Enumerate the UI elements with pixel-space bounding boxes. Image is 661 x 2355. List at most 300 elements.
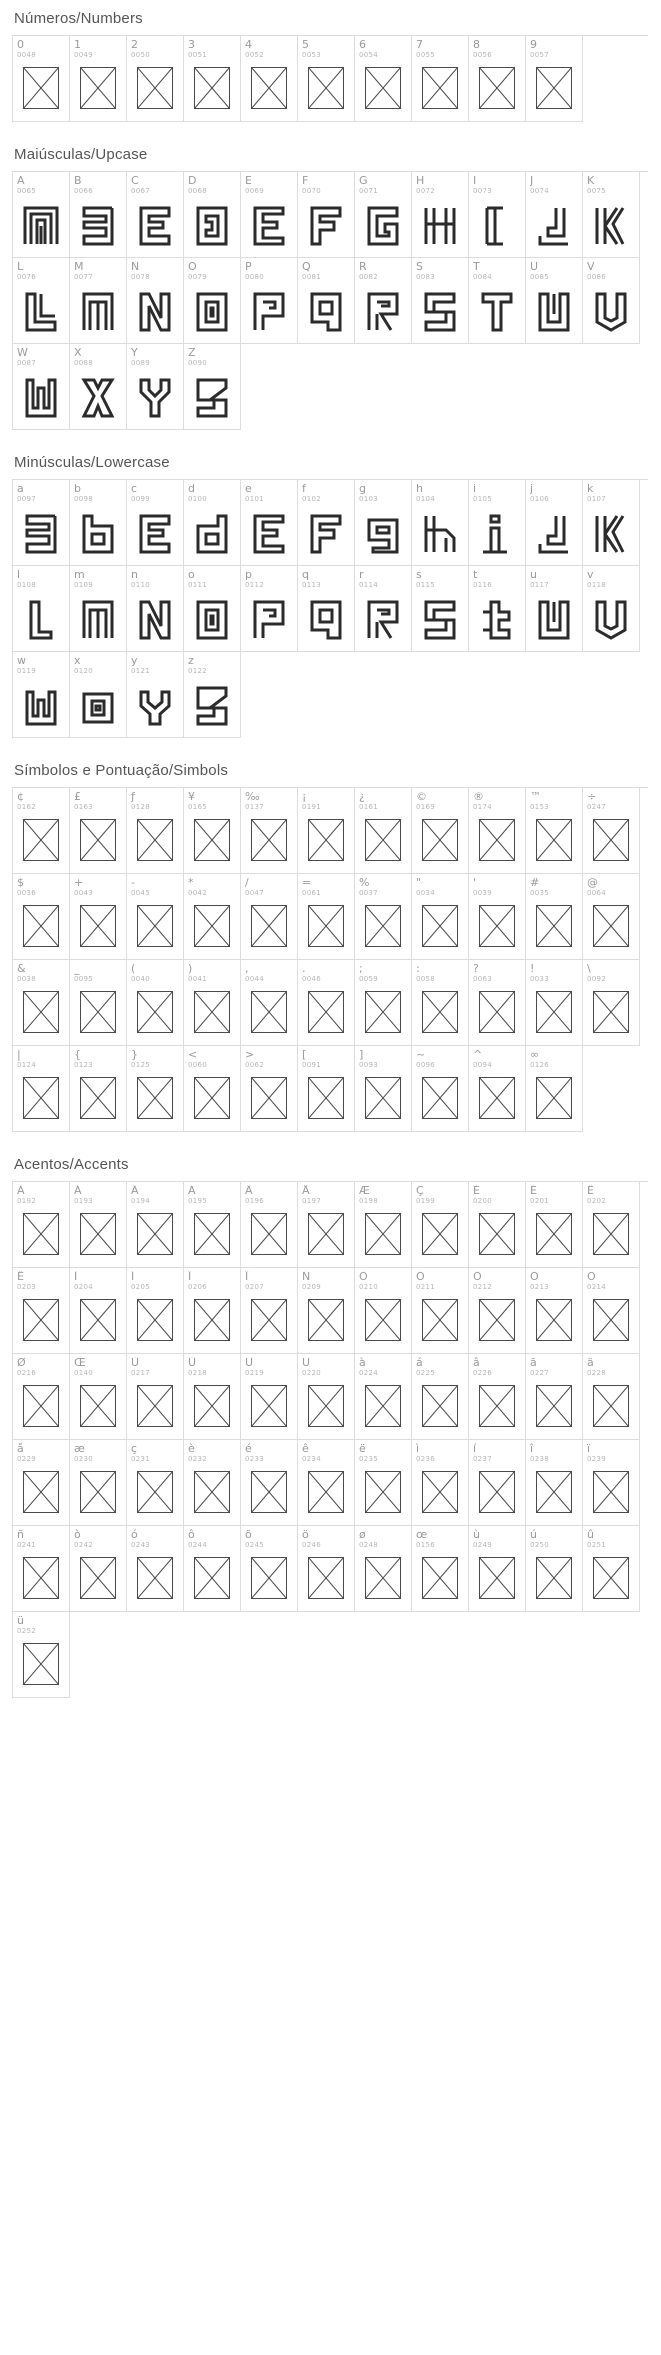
glyph-cell[interactable] bbox=[469, 258, 526, 344]
glyph-cell[interactable] bbox=[583, 788, 640, 874]
glyph-character-label: õ bbox=[245, 1529, 252, 1541]
glyph-code-label: 0193 bbox=[74, 1197, 94, 1205]
notdef-glyph-icon bbox=[137, 905, 173, 947]
glyph-preview bbox=[127, 983, 183, 1045]
glyph-cell[interactable] bbox=[70, 1440, 127, 1526]
glyph-cell[interactable] bbox=[241, 36, 298, 122]
glyph-cell[interactable] bbox=[127, 1526, 184, 1612]
glyph-cell[interactable] bbox=[70, 36, 127, 122]
glyph-cell-header bbox=[526, 480, 582, 503]
glyph-cell[interactable] bbox=[70, 874, 127, 960]
glyph-cell[interactable] bbox=[70, 1182, 127, 1268]
glyph-cell[interactable] bbox=[355, 1440, 412, 1526]
glyph-cell[interactable] bbox=[184, 788, 241, 874]
glyph-cell[interactable] bbox=[412, 172, 469, 258]
glyph-cell[interactable] bbox=[355, 566, 412, 652]
glyph-preview bbox=[355, 1069, 411, 1131]
glyph-code-label: 0128 bbox=[131, 803, 151, 811]
glyph-cell[interactable] bbox=[355, 258, 412, 344]
glyph-preview bbox=[355, 1377, 411, 1439]
glyph-cell[interactable] bbox=[412, 1354, 469, 1440]
glyph-character-label: N bbox=[131, 261, 140, 273]
glyph-cell[interactable] bbox=[355, 1268, 412, 1354]
glyph-character-label: 8 bbox=[473, 39, 480, 51]
glyph-cell[interactable] bbox=[469, 480, 526, 566]
glyph-preview bbox=[526, 1205, 582, 1267]
glyph-code-label: 0082 bbox=[359, 273, 379, 281]
glyph-cell[interactable] bbox=[184, 566, 241, 652]
glyph-cell[interactable] bbox=[127, 566, 184, 652]
glyph-cell-header bbox=[184, 566, 240, 589]
glyph-preview bbox=[412, 1463, 468, 1525]
glyph-preview bbox=[412, 1069, 468, 1131]
glyph-cell[interactable] bbox=[127, 874, 184, 960]
glyph-preview bbox=[127, 1463, 183, 1525]
glyph-cell[interactable] bbox=[583, 1268, 640, 1354]
glyph-cell-header bbox=[298, 788, 354, 811]
glyph-cell[interactable] bbox=[127, 1182, 184, 1268]
glyph-cell[interactable] bbox=[298, 960, 355, 1046]
notdef-glyph-icon bbox=[365, 819, 401, 861]
glyph-cell[interactable] bbox=[298, 1268, 355, 1354]
glyph-preview bbox=[241, 1463, 297, 1525]
glyph-cell[interactable] bbox=[583, 480, 640, 566]
glyph-cell[interactable] bbox=[70, 1046, 127, 1132]
glyph-code-label: 0236 bbox=[416, 1455, 436, 1463]
glyph-cell[interactable] bbox=[127, 258, 184, 344]
glyph-cell[interactable] bbox=[583, 960, 640, 1046]
glyph-character-label: û bbox=[587, 1529, 594, 1541]
notdef-glyph-icon bbox=[137, 1385, 173, 1427]
glyph-preview bbox=[298, 1463, 354, 1525]
glyph-cell[interactable] bbox=[241, 1046, 298, 1132]
glyph-cell-header bbox=[70, 788, 126, 811]
glyph-code-label: 0225 bbox=[416, 1369, 436, 1377]
glyph-cell[interactable] bbox=[526, 788, 583, 874]
glyph-cell[interactable] bbox=[184, 172, 241, 258]
glyph-cell-header bbox=[127, 344, 183, 367]
glyph-cell[interactable] bbox=[241, 258, 298, 344]
glyph-preview bbox=[70, 675, 126, 737]
glyph-cell[interactable] bbox=[526, 1354, 583, 1440]
glyph-cell[interactable] bbox=[298, 1354, 355, 1440]
glyph-character-label: Ô bbox=[473, 1271, 482, 1283]
glyph-cell-header bbox=[127, 1182, 183, 1205]
glyph-cell[interactable] bbox=[412, 788, 469, 874]
glyph-cell-header bbox=[298, 1526, 354, 1549]
glyph-cell[interactable] bbox=[412, 258, 469, 344]
notdef-glyph-icon bbox=[308, 1471, 344, 1513]
glyph-code-label: 0037 bbox=[359, 889, 379, 897]
glyph-cell[interactable] bbox=[241, 480, 298, 566]
glyph-code-label: 0209 bbox=[302, 1283, 322, 1291]
glyph-cell[interactable] bbox=[412, 1440, 469, 1526]
glyph-cell-header bbox=[184, 960, 240, 983]
glyph-cell[interactable] bbox=[13, 874, 70, 960]
glyph-cell[interactable] bbox=[127, 1268, 184, 1354]
glyph-preview bbox=[526, 1463, 582, 1525]
glyph-preview bbox=[13, 1549, 69, 1611]
glyph-cell[interactable] bbox=[355, 960, 412, 1046]
glyph-cell[interactable] bbox=[184, 1440, 241, 1526]
glyph-cell[interactable] bbox=[526, 1182, 583, 1268]
glyph-cell[interactable] bbox=[13, 1612, 70, 1698]
glyph-cell-header bbox=[583, 172, 639, 195]
glyph-cell[interactable] bbox=[70, 258, 127, 344]
glyph-cell[interactable] bbox=[583, 172, 640, 258]
glyph-cell[interactable] bbox=[184, 36, 241, 122]
glyph-code-label: 0033 bbox=[530, 975, 550, 983]
glyph-cell[interactable] bbox=[412, 36, 469, 122]
glyph-cell[interactable] bbox=[13, 566, 70, 652]
glyph-cell-header bbox=[412, 1440, 468, 1463]
glyph-preview bbox=[526, 503, 582, 565]
glyph-cell[interactable] bbox=[13, 1526, 70, 1612]
notdef-glyph-icon bbox=[365, 1299, 401, 1341]
glyph-character-label: j bbox=[530, 483, 534, 495]
glyph-preview bbox=[13, 675, 69, 737]
glyph-cell[interactable] bbox=[70, 652, 127, 738]
notdef-glyph-icon bbox=[80, 991, 116, 1033]
glyph-cell[interactable] bbox=[298, 788, 355, 874]
glyph-cell[interactable] bbox=[184, 874, 241, 960]
glyph-preview bbox=[127, 195, 183, 257]
glyph-cell[interactable] bbox=[241, 566, 298, 652]
glyph-cell[interactable] bbox=[13, 258, 70, 344]
notdef-glyph-icon bbox=[251, 1213, 287, 1255]
glyph-preview bbox=[70, 281, 126, 343]
glyph-code-label: 0097 bbox=[17, 495, 37, 503]
glyph-cell[interactable] bbox=[469, 1046, 526, 1132]
glyph-preview bbox=[526, 983, 582, 1045]
glyph-cell[interactable] bbox=[526, 1526, 583, 1612]
glyph-cell[interactable] bbox=[469, 1268, 526, 1354]
notdef-glyph-icon bbox=[479, 1077, 515, 1119]
glyph-cell-header bbox=[412, 1354, 468, 1377]
glyph-cell[interactable] bbox=[469, 874, 526, 960]
glyph-cell[interactable] bbox=[298, 480, 355, 566]
glyph-cell[interactable] bbox=[184, 1046, 241, 1132]
glyph-character-label: s bbox=[416, 569, 422, 581]
glyph-cell[interactable] bbox=[241, 874, 298, 960]
glyph-cell[interactable] bbox=[412, 1268, 469, 1354]
glyph-cell[interactable] bbox=[526, 1440, 583, 1526]
glyph-cell[interactable] bbox=[355, 1526, 412, 1612]
glyph-cell[interactable] bbox=[469, 36, 526, 122]
notdef-glyph-icon bbox=[251, 1557, 287, 1599]
glyph-cell-header bbox=[583, 1354, 639, 1377]
glyph-cell[interactable] bbox=[127, 1440, 184, 1526]
glyph-maze-A bbox=[22, 202, 60, 246]
glyph-cell[interactable] bbox=[184, 258, 241, 344]
glyph-cell[interactable] bbox=[127, 172, 184, 258]
glyph-cell[interactable] bbox=[583, 258, 640, 344]
notdef-glyph-icon bbox=[194, 1213, 230, 1255]
glyph-code-label: 0249 bbox=[473, 1541, 493, 1549]
glyph-cell[interactable] bbox=[241, 1268, 298, 1354]
glyph-cell[interactable] bbox=[70, 960, 127, 1046]
glyph-cell[interactable] bbox=[127, 1046, 184, 1132]
glyph-character-label: ƒ bbox=[131, 791, 135, 803]
glyph-preview bbox=[583, 1291, 639, 1353]
glyph-cell[interactable] bbox=[355, 788, 412, 874]
glyph-character-label: u bbox=[530, 569, 537, 581]
glyph-cell[interactable] bbox=[469, 788, 526, 874]
glyph-code-label: 0137 bbox=[245, 803, 265, 811]
glyph-cell[interactable] bbox=[412, 1182, 469, 1268]
glyph-cell[interactable] bbox=[184, 1182, 241, 1268]
glyph-cell[interactable] bbox=[184, 480, 241, 566]
glyph-cell[interactable] bbox=[583, 1182, 640, 1268]
glyph-cell[interactable] bbox=[526, 1046, 583, 1132]
glyph-maze-R bbox=[364, 288, 402, 332]
glyph-character-label: W bbox=[17, 347, 28, 359]
glyph-cell[interactable] bbox=[355, 172, 412, 258]
glyph-cell-header bbox=[526, 258, 582, 281]
glyph-cell[interactable] bbox=[583, 1440, 640, 1526]
glyph-cell[interactable] bbox=[13, 960, 70, 1046]
glyph-cell[interactable] bbox=[526, 874, 583, 960]
notdef-glyph-icon bbox=[479, 819, 515, 861]
glyph-cell[interactable] bbox=[298, 172, 355, 258]
glyph-cell[interactable] bbox=[241, 1440, 298, 1526]
glyph-cell-header bbox=[298, 960, 354, 983]
glyph-character-label: Ú bbox=[188, 1357, 197, 1369]
glyph-character-label: Q bbox=[302, 261, 311, 273]
glyph-code-label: 0051 bbox=[188, 51, 208, 59]
glyph-code-label: 0140 bbox=[74, 1369, 94, 1377]
notdef-glyph-icon bbox=[80, 1213, 116, 1255]
glyph-cell[interactable] bbox=[469, 1354, 526, 1440]
glyph-preview bbox=[298, 281, 354, 343]
glyph-preview bbox=[526, 59, 582, 121]
glyph-cell[interactable] bbox=[70, 1354, 127, 1440]
glyph-cell[interactable] bbox=[70, 1268, 127, 1354]
glyph-cell[interactable] bbox=[184, 960, 241, 1046]
glyph-cell[interactable] bbox=[13, 1046, 70, 1132]
glyph-cell[interactable] bbox=[298, 1440, 355, 1526]
glyph-cell-header bbox=[241, 480, 297, 503]
glyph-cell[interactable] bbox=[469, 566, 526, 652]
glyph-cell[interactable] bbox=[355, 1182, 412, 1268]
glyph-cell[interactable] bbox=[526, 960, 583, 1046]
glyph-cell[interactable] bbox=[298, 1526, 355, 1612]
glyph-character-label: É bbox=[530, 1185, 537, 1197]
glyph-cell[interactable] bbox=[127, 344, 184, 430]
glyph-cell[interactable] bbox=[70, 788, 127, 874]
glyph-cell[interactable] bbox=[298, 258, 355, 344]
glyph-character-label: P bbox=[245, 261, 252, 273]
glyph-cell-header bbox=[241, 788, 297, 811]
glyph-cell[interactable] bbox=[355, 36, 412, 122]
glyph-code-label: 0116 bbox=[473, 581, 493, 589]
glyph-preview bbox=[298, 1069, 354, 1131]
glyph-cell[interactable] bbox=[13, 172, 70, 258]
glyph-code-label: 0199 bbox=[416, 1197, 436, 1205]
glyph-character-label: è bbox=[188, 1443, 195, 1455]
glyph-code-label: 0156 bbox=[416, 1541, 436, 1549]
glyph-cell[interactable] bbox=[412, 1046, 469, 1132]
glyph-cell[interactable] bbox=[469, 1526, 526, 1612]
glyph-character-label: X bbox=[74, 347, 82, 359]
glyph-code-label: 0108 bbox=[17, 581, 37, 589]
glyph-cell[interactable] bbox=[583, 874, 640, 960]
glyph-cell-header bbox=[583, 1440, 639, 1463]
glyph-section bbox=[0, 1146, 661, 1698]
glyph-preview bbox=[13, 897, 69, 959]
glyph-cell[interactable] bbox=[127, 652, 184, 738]
notdef-glyph-icon bbox=[479, 1471, 515, 1513]
glyph-character-label: ¥ bbox=[188, 791, 195, 803]
glyph-cell[interactable] bbox=[241, 1354, 298, 1440]
glyph-cell[interactable] bbox=[13, 1440, 70, 1526]
glyph-cell-header bbox=[241, 1046, 297, 1069]
glyph-cell[interactable] bbox=[184, 344, 241, 430]
glyph-code-label: 0207 bbox=[245, 1283, 265, 1291]
glyph-character-label: Û bbox=[245, 1357, 254, 1369]
glyph-cell[interactable] bbox=[127, 1354, 184, 1440]
glyph-cell-header bbox=[298, 480, 354, 503]
glyph-character-label: ] bbox=[359, 1049, 364, 1061]
glyph-code-label: 0202 bbox=[587, 1197, 607, 1205]
glyph-cell[interactable] bbox=[355, 1354, 412, 1440]
glyph-character-label: B bbox=[74, 175, 82, 187]
glyph-cell[interactable] bbox=[298, 36, 355, 122]
glyph-section bbox=[0, 752, 661, 1132]
glyph-cell[interactable] bbox=[241, 788, 298, 874]
glyph-cell-header bbox=[583, 788, 639, 811]
glyph-cell[interactable] bbox=[13, 1268, 70, 1354]
glyph-maze-B bbox=[79, 202, 117, 246]
glyph-character-label: Õ bbox=[530, 1271, 539, 1283]
glyph-cell[interactable] bbox=[70, 344, 127, 430]
glyph-code-label: 0161 bbox=[359, 803, 379, 811]
glyph-cell[interactable] bbox=[526, 36, 583, 122]
glyph-cell[interactable] bbox=[127, 36, 184, 122]
glyph-character-label: c bbox=[131, 483, 138, 495]
glyph-cell[interactable] bbox=[412, 1526, 469, 1612]
glyph-cell-header bbox=[184, 652, 240, 675]
glyph-preview bbox=[412, 281, 468, 343]
glyph-cell[interactable] bbox=[184, 1526, 241, 1612]
glyph-character-label: q bbox=[302, 569, 309, 581]
glyph-preview bbox=[526, 1377, 582, 1439]
glyph-cell[interactable] bbox=[412, 480, 469, 566]
glyph-cell[interactable] bbox=[412, 566, 469, 652]
glyph-code-label: 0081 bbox=[302, 273, 322, 281]
notdef-glyph-icon bbox=[593, 1471, 629, 1513]
glyph-cell[interactable] bbox=[469, 1440, 526, 1526]
notdef-glyph-icon bbox=[251, 1299, 287, 1341]
glyph-cell-header bbox=[127, 1268, 183, 1291]
glyph-cell[interactable] bbox=[298, 874, 355, 960]
glyph-cell[interactable] bbox=[70, 172, 127, 258]
glyph-character-label: > bbox=[245, 1049, 255, 1061]
glyph-cell[interactable] bbox=[355, 480, 412, 566]
glyph-cell[interactable] bbox=[13, 652, 70, 738]
glyph-cell[interactable] bbox=[13, 788, 70, 874]
glyph-cell[interactable] bbox=[127, 788, 184, 874]
glyph-cell[interactable] bbox=[127, 960, 184, 1046]
glyph-character-label: * bbox=[188, 877, 194, 889]
notdef-glyph-icon bbox=[365, 991, 401, 1033]
glyph-cell-header bbox=[355, 172, 411, 195]
glyph-cell[interactable] bbox=[526, 172, 583, 258]
glyph-cell[interactable] bbox=[526, 1268, 583, 1354]
glyph-code-label: 0252 bbox=[17, 1627, 37, 1635]
glyph-cell[interactable] bbox=[298, 1046, 355, 1132]
glyph-cell[interactable] bbox=[355, 1046, 412, 1132]
glyph-cell[interactable] bbox=[469, 172, 526, 258]
glyph-code-label: 0052 bbox=[245, 51, 265, 59]
glyph-preview bbox=[13, 59, 69, 121]
glyph-cell[interactable] bbox=[526, 480, 583, 566]
glyph-cell[interactable] bbox=[241, 1182, 298, 1268]
glyph-cell[interactable] bbox=[298, 1182, 355, 1268]
glyph-cell-header bbox=[184, 1440, 240, 1463]
notdef-glyph-icon bbox=[479, 1557, 515, 1599]
glyph-cell[interactable] bbox=[241, 172, 298, 258]
glyph-cell-header bbox=[298, 1182, 354, 1205]
glyph-cell[interactable] bbox=[13, 1354, 70, 1440]
glyph-cell[interactable] bbox=[469, 960, 526, 1046]
glyph-cell[interactable] bbox=[241, 1526, 298, 1612]
glyph-cell[interactable] bbox=[526, 566, 583, 652]
notdef-glyph-icon bbox=[422, 1299, 458, 1341]
glyph-character-label: i bbox=[473, 483, 477, 495]
glyph-cell-header bbox=[355, 480, 411, 503]
glyph-character-label: - bbox=[131, 877, 135, 889]
glyph-cell[interactable] bbox=[184, 1268, 241, 1354]
glyph-maze-P bbox=[250, 596, 288, 640]
glyph-cell[interactable] bbox=[355, 874, 412, 960]
glyph-character-label: V bbox=[587, 261, 595, 273]
glyph-cell[interactable] bbox=[13, 480, 70, 566]
glyph-cell[interactable] bbox=[127, 480, 184, 566]
glyph-cell[interactable] bbox=[469, 1182, 526, 1268]
glyph-character-label: L bbox=[17, 261, 24, 273]
glyph-cell[interactable] bbox=[13, 36, 70, 122]
glyph-cell[interactable] bbox=[412, 960, 469, 1046]
glyph-cell[interactable] bbox=[13, 1182, 70, 1268]
glyph-cell[interactable] bbox=[70, 1526, 127, 1612]
glyph-cell[interactable] bbox=[526, 258, 583, 344]
glyph-preview bbox=[13, 983, 69, 1045]
glyph-cell[interactable] bbox=[13, 344, 70, 430]
glyph-cell[interactable] bbox=[298, 566, 355, 652]
glyph-cell[interactable] bbox=[184, 652, 241, 738]
glyph-cell[interactable] bbox=[70, 480, 127, 566]
glyph-character-label: Ü bbox=[302, 1357, 311, 1369]
glyph-cell[interactable] bbox=[583, 566, 640, 652]
glyph-cell[interactable] bbox=[241, 960, 298, 1046]
glyph-code-label: 0068 bbox=[188, 187, 208, 195]
glyph-cell[interactable] bbox=[583, 1354, 640, 1440]
glyph-code-label: 0075 bbox=[587, 187, 607, 195]
glyph-preview bbox=[127, 281, 183, 343]
glyph-cell-header bbox=[469, 1182, 525, 1205]
glyph-maze-E bbox=[250, 510, 288, 554]
glyph-cell[interactable] bbox=[583, 1526, 640, 1612]
glyph-code-label: 0114 bbox=[359, 581, 379, 589]
glyph-code-label: 0198 bbox=[359, 1197, 379, 1205]
glyph-cell[interactable] bbox=[70, 566, 127, 652]
notdef-glyph-icon bbox=[80, 1471, 116, 1513]
glyph-cell[interactable] bbox=[412, 874, 469, 960]
glyph-cell[interactable] bbox=[184, 1354, 241, 1440]
notdef-glyph-icon bbox=[593, 1385, 629, 1427]
glyph-preview bbox=[469, 1205, 525, 1267]
